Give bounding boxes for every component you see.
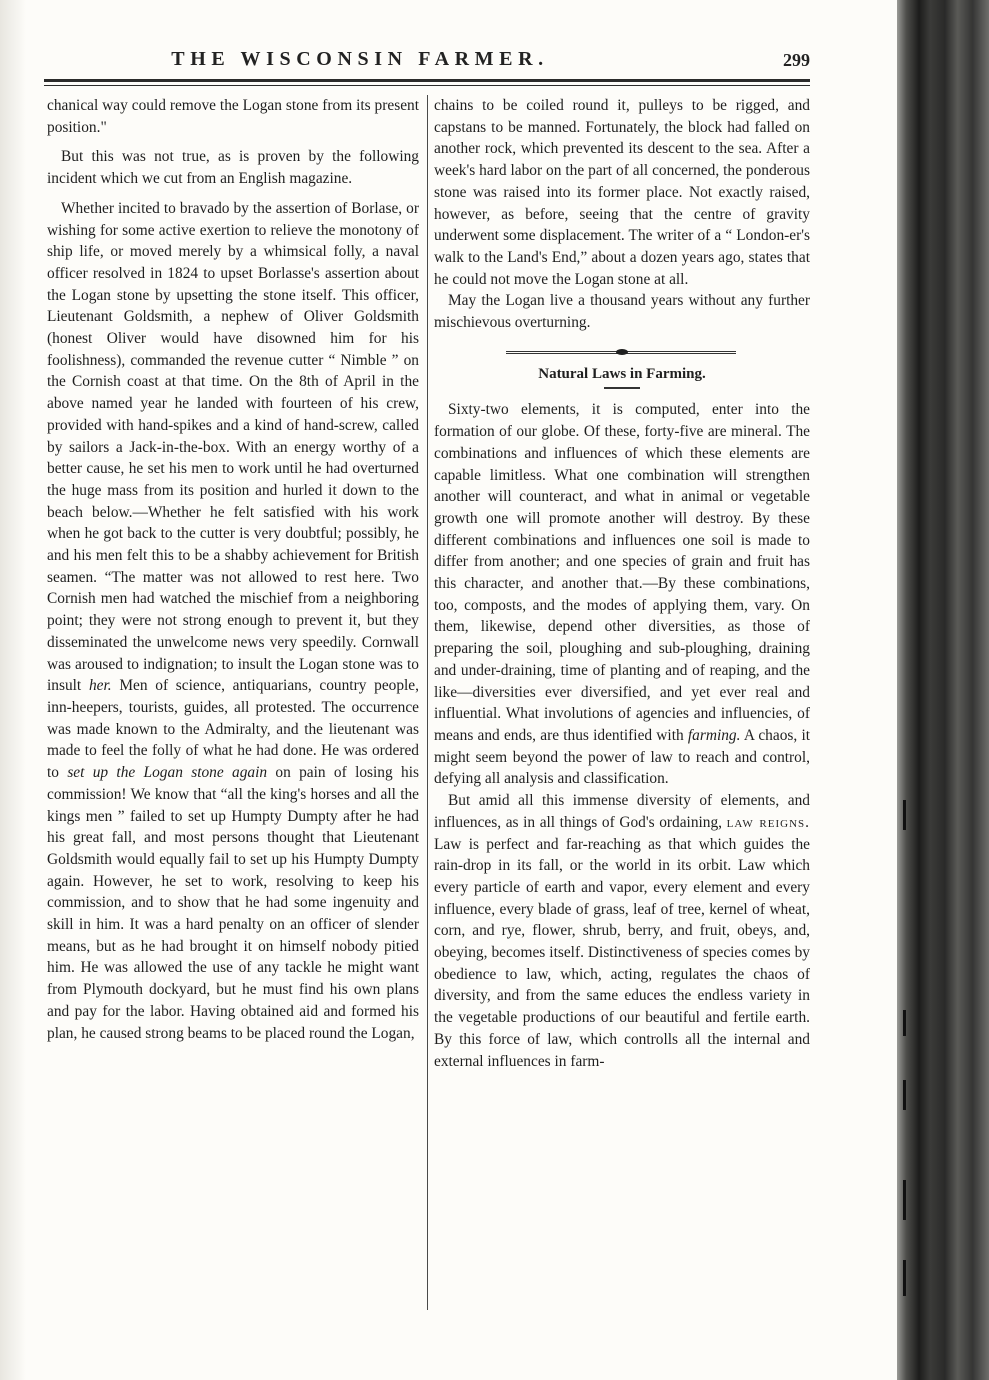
paragraph	[47, 198, 419, 1044]
running-title: THE WISCONSIN FARMER.	[171, 48, 549, 70]
emphasis-set-up: set up the Logan stone again	[67, 764, 268, 782]
section-heading: Natural Laws in Farming.	[538, 365, 706, 382]
right-column	[434, 95, 810, 1072]
column-divider	[427, 95, 428, 1310]
header-rule-thin	[44, 85, 810, 86]
book-binding-edge	[897, 0, 989, 1380]
text-run: Sixty-two elements, it is computed, enter into the formation of our globe. Of these, forty-five are mineral. The combinations and influences of which these elements are capable limitless. What one combination will strengthen another will counteract, and what in animal or vegetable growth one will promote another will destroy. By these different combinations and influences one soil is made to differ from another; and one species of grain and fruit has this character, and another that.—By these combinations, too, composts, and the modes of applying them, vary. On them, likewise, depend other diversities, as those of preparing the soil, ploughing and sub-ploughing, draining and under-draining, time of planting and of reaping, and the like—diversities ever diversified, and yet ever real and influential. What involutions of agencies and influencies, of means and ends, are thus identified with	[434, 401, 810, 744]
text-run: on pain of losing his commission! We know that “all the king's horses and all the kings men ” failed to set up Humpty Dumpty after he had his great fall, and most persons thought that Lieutenant Goldsmith would equally fail to set up his Humpty Dumpty again. However, he set to work, resolving to keep his commission, and to show that he had some ingenuity and skill in him. It was a hard penalty on an officer of slender means, but as he had brought it on himself nobody pitied him. He was allowed the use of any tackle he might want from Plymouth dockyard, but he must find his own plans and pay for the labor. Having obtained aid and formed his plan, he caused strong beams to be placed round the Logan,	[47, 764, 419, 1042]
emphasis-farming: farming.	[687, 726, 741, 744]
paragraph: chanical way could remove the Logan stone from its present position."	[47, 97, 419, 136]
ornamental-rule	[434, 344, 810, 358]
header-rule-thick	[44, 79, 810, 82]
paragraph: But this was not true, as is proven by the following incident which we cut from an English magazine.	[47, 148, 419, 188]
text-run: Law is perfect and far-reaching as that which guides the rain-drop in its fall, or the world in its orbit. Law which every particle of earth and vapor, every element and every influence, every blade of grass, leaf of tree, kernel of wheat, corn, and rye, flower, shrub, berry, and fruit, obeys, and, obeying, becomes itself. Distinctiveness of species comes by obedience to law, which, acting, regulates the chaos of diversity, and from the same educes the endless variety in the vegetable productions of our beautiful and fertile earth. By this force of law, which controlls all the internal and external influences in farm-	[434, 835, 810, 1070]
page-left-edge	[0, 0, 26, 1380]
text-run: But amid all this immense diversity of elements, and influences, as in all things of God's ordaining,	[434, 792, 810, 831]
paragraph: chains to be coiled round it, pulleys to be rigged, and capstans to be manned. Fortunately, the block had falled on another rock, which prevented its descent to the sea. After a week's hard labor on the part of all concerned, the ponderous stone was raised into its former place. Not exactly raised, however, as before, seeing that the centre of gravity underwent some displacement. The writer of a “ London-er's walk to the Land's End,” about a dozen years ago, states that he could not move the Logan stone at all.	[434, 97, 810, 288]
left-column	[47, 95, 419, 1044]
paragraph	[434, 790, 810, 1072]
paragraph	[434, 399, 810, 790]
heading-underline	[604, 387, 640, 389]
text-run: Men of science, antiquarians, country people, inn-heepers, tourists, guides, all protested. The occurrence was made known to the Admiralty, and the lieutenant was made to feel the folly of what he had done. He was ordered to	[47, 677, 419, 782]
page-header	[30, 48, 810, 78]
emphasis-her: her.	[88, 677, 112, 695]
paragraph: May the Logan live a thousand years without any further mischievous overturning.	[434, 292, 810, 332]
page-number: 299	[783, 50, 810, 70]
ornament-icon	[616, 349, 628, 355]
text-run: Whether incited to bravado by the assertion of Borlase, or wishing for some active exertion to relieve the monotony of ship life, or moved merely by a whimsical folly, a naval officer resolved in 1824 to upset Borlasse's assertion about the Logan stone by upsetting the stone itself. This officer, Lieutenant Goldsmith, a nephew of Oliver Goldsmith (honest Oliver would have disowned him for his foolishness), commanded the revenue cutter “ Nimble ” on the Cornish coast at that time. On the 8th of April in the above named year he landed with fourteen of his crew, provided with hand-spikes and a kind of hand-screw, called by sailors a Jack-in-the-box. With an energy worthy of a better cause, he set his men to work until he had overturned the huge mass from its position and hurled it down to the beach below.—Whether he felt satisfied with his work when he got back to the cutter is very doubtful; possibly, he and his men felt this to be a shabby achievement for British seamen. “The matter was not allowed to rest here. Two Cornish men had watched the mischief from a neighboring point; they were not strong enough to prevent it, but they disseminated the unwelcome news very speedily. Cornwall was aroused to indignation; to insult the Logan stone was to insult	[47, 199, 419, 695]
small-caps-law-reigns: law reigns.	[726, 813, 810, 831]
text-run: A chaos, it might seem beyond the power of law to reach and control, defying all analysis and classification.	[434, 726, 810, 788]
